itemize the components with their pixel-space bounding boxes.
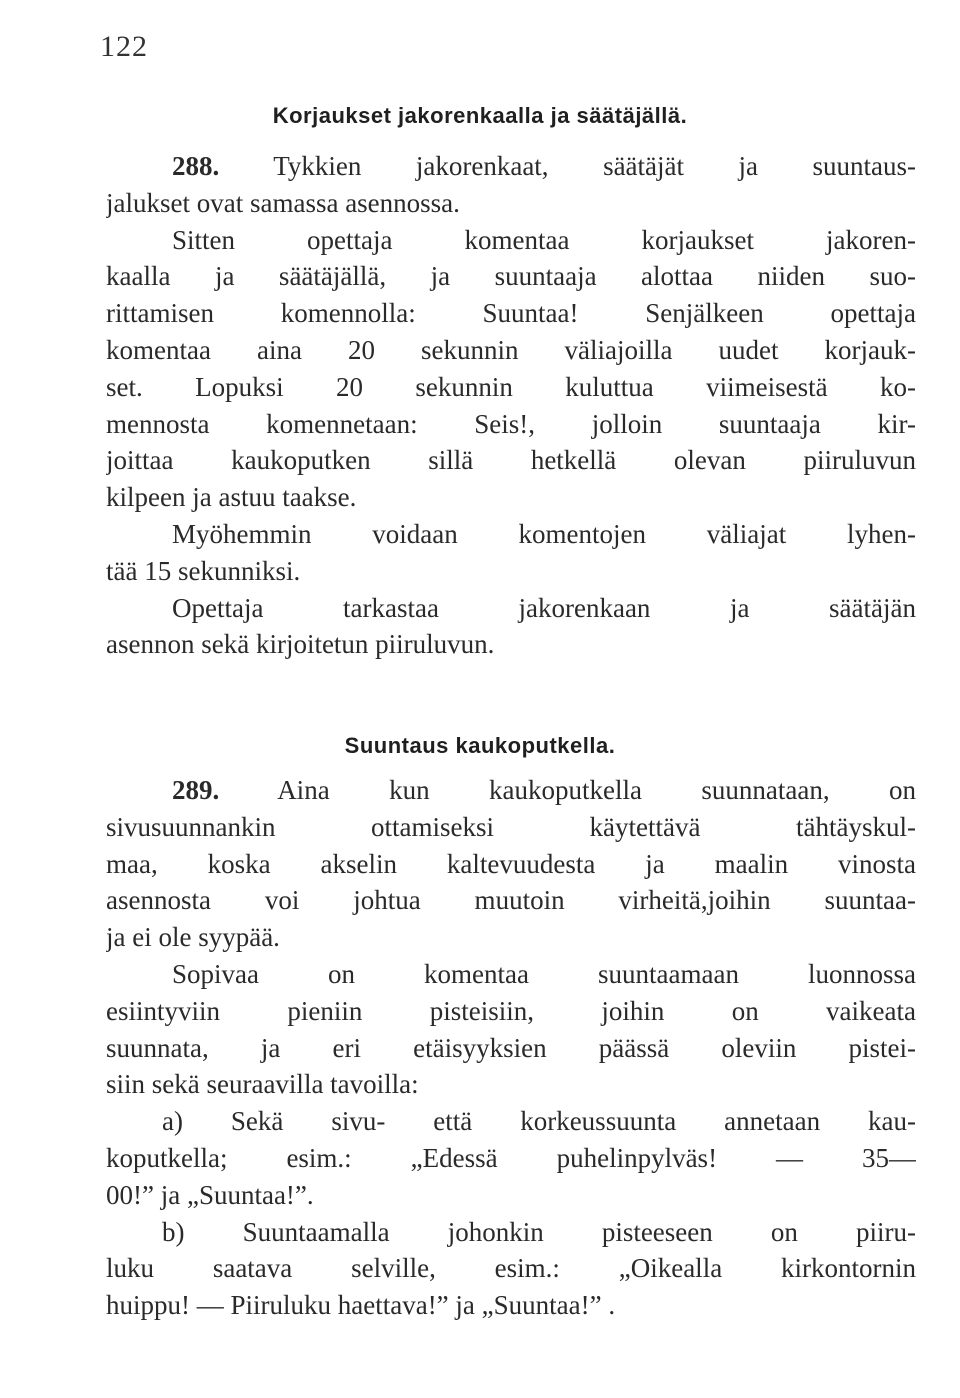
text-line: joittaa kaukoputken sillä hetkellä olevan piiruluvun bbox=[106, 445, 916, 476]
section-number: 288. bbox=[172, 151, 220, 181]
text-line: asennosta voi johtua muutoin virheitä,joihin suuntaa- bbox=[106, 885, 916, 916]
text-line: koputkella; esim.: „Edessä puhelinpylväs! — 35— bbox=[106, 1142, 916, 1173]
text-line: Opettaja tarkastaa jakorenkaan ja säätäjän bbox=[172, 592, 916, 623]
section-body bbox=[106, 772, 916, 1324]
text-line: tää 15 sekunniksi. bbox=[106, 555, 301, 586]
text-line: suunnata, ja eri etäisyyksien päässä oleviin pistei- bbox=[106, 1032, 916, 1063]
text-line: mennosta komennetaan: Seis!, jolloin suuntaaja kir- bbox=[106, 408, 916, 439]
section-body bbox=[106, 148, 916, 663]
section-number: 289. bbox=[172, 775, 220, 805]
text-line: luku saatava selville, esim.: „Oikealla kirkontornin bbox=[106, 1253, 916, 1284]
section-heading: Suuntaus kaukoputkella. bbox=[344, 733, 616, 758]
text-line: maa, koska akselin kaltevuudesta ja maalin vinosta bbox=[106, 848, 916, 879]
text-line: a) Sekä sivu- että korkeussuunta annetaan kau- bbox=[162, 1106, 916, 1137]
text-line-content: Aina kun kaukoputkella suunnataan, on bbox=[277, 775, 916, 805]
text-line: Sopivaa on komentaa suuntaamaan luonnossa bbox=[172, 958, 916, 989]
text-line-content: Tykkien jakorenkaat, säätäjät ja suuntaus- bbox=[273, 151, 916, 181]
text-line: Myöhemmin voidaan komentojen väliajat lyhen- bbox=[172, 518, 916, 549]
text-line: set. Lopuksi 20 sekunnin kuluttua viimeisestä ko- bbox=[106, 371, 916, 402]
text-line: jalukset ovat samassa asennossa. bbox=[106, 187, 460, 218]
text-line: kaalla ja säätäjällä, ja suuntaaja alottaa niiden suo- bbox=[106, 261, 916, 292]
page-number: 122 bbox=[100, 30, 148, 63]
text-line: esiintyviin pieniin pisteisiin, joihin on vaikeata bbox=[106, 995, 916, 1026]
text-line: sivusuunnankin ottamiseksi käytettävä tähtäyskul- bbox=[106, 811, 916, 842]
text-line: 00!” ja „Suuntaa!”. bbox=[106, 1179, 314, 1210]
text-line: rittamisen komennolla: Suuntaa! Senjälkeen opettaja bbox=[106, 298, 916, 329]
text-line: kilpeen ja astuu taakse. bbox=[106, 482, 357, 513]
text-line: komentaa aina 20 sekunnin väliajoilla uudet korjauk- bbox=[106, 334, 916, 365]
text-line: Sitten opettaja komentaa korjaukset jakoren- bbox=[172, 224, 916, 255]
text-line: huippu! — Piiruluku haettava!” ja „Suuntaa!” . bbox=[106, 1290, 616, 1321]
text-line bbox=[106, 772, 916, 809]
text-line bbox=[106, 148, 916, 185]
text-line: ja ei ole syypää. bbox=[106, 922, 280, 953]
text-line: asennon sekä kirjoitetun piiruluvun. bbox=[106, 629, 495, 660]
section-heading: Korjaukset jakorenkaalla ja säätäjällä. bbox=[272, 103, 688, 128]
text-line: b) Suuntaamalla johonkin pisteeseen on piiru- bbox=[162, 1216, 916, 1247]
text-line: siin sekä seuraavilla tavoilla: bbox=[106, 1069, 419, 1100]
